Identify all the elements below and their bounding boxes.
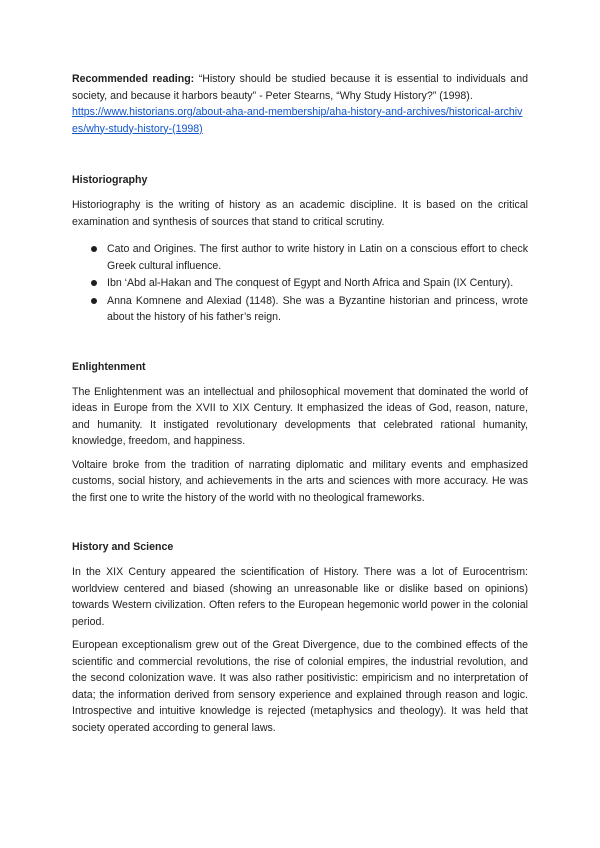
bullet-icon [91, 246, 97, 252]
recommended-reading [72, 71, 528, 137]
recommended-reading-label: Recommended reading: [72, 73, 195, 85]
history-science-paragraph-2: European exceptionalism grew out of the Great Divergence, due to the combined effects of the scientific and commercial revolutions, the rise of colonial empires, the industrial revolution, and the second colonization wave. It was also rather positivistic: empiricism and no interpretation of data; the information derived from sensory experience and explained through reason and logic. Introspective and intuitive knowledge is rejected (metaphysics and theology). It was held that society operated according to general laws. [72, 639, 528, 734]
enlightenment-paragraph-1: The Enlightenment was an intellectual and philosophical movement that dominated the world of ideas in Europe from the XVII to XIX Century. It emphasized the ideas of God, reason, nature, and humanity. It instigated revolutionary developments that celebrated rational humanity, knowledge, freedom, and happiness. [72, 385, 528, 447]
enlightenment-paragraph-2: Voltaire broke from the tradition of narrating diplomatic and military events and emphasized customs, social history, and achievements in the arts and sciences with more accuracy. He was the first one to write the history of the world with no theological frameworks. [72, 458, 528, 504]
history-science-section [72, 539, 528, 736]
historiography-section [72, 172, 528, 326]
history-science-paragraph-1: In the XIX Century appeared the scientification of History. There was a lot of Eurocentrism: worldview centered and biased (showing an unreasonable like or dislike based on opinions) towards Western civilization. Often refers to the European hegemonic world power in the colonial period. [72, 566, 528, 628]
enlightenment-section [72, 359, 528, 507]
historiography-intro: Historiography is the writing of history as an academic discipline. It is based on the critical examination and synthesis of sources that stand to critical scrutiny. [72, 199, 528, 228]
bullet-icon [91, 298, 97, 304]
list-item: Ibn ‘Abd al-Hakan and The conquest of Egypt and North Africa and Spain (IX Century). [72, 275, 528, 292]
recommended-reading-quote: “History should be studied because it is essential to individuals and society, and because it harbors beauty” - Peter Stearns, “Why Study History?” (1998). [72, 73, 528, 102]
list-item: Cato and Origines. The first author to write history in Latin on a conscious effort to check Greek cultural influence. [72, 241, 528, 274]
enlightenment-heading: Enlightenment [72, 360, 146, 373]
historiography-list [72, 241, 528, 326]
bullet-icon [91, 280, 97, 286]
list-item: Anna Komnene and Alexiad (1148). She was a Byzantine historian and princess, wrote about the history of his father’s reign. [72, 293, 528, 326]
document-page [72, 71, 528, 736]
recommended-reading-link[interactable]: https://www.historians.org/about-aha-and-membership/aha-history-and-archives/historical-archives/why-study-history-(1998) [72, 106, 523, 135]
history-science-heading: History and Science [72, 541, 174, 553]
historiography-heading: Historiography [72, 174, 148, 186]
